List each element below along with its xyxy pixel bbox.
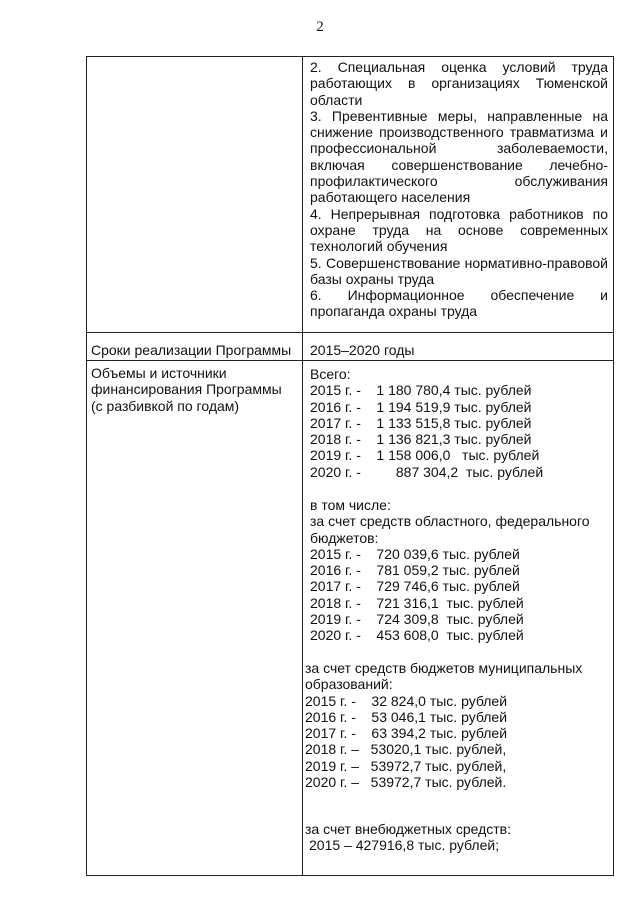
task-item: 4. Непрерывная подготовка работников по охране труда на основе современных технологий обучения — [310, 205, 608, 255]
total-year-line: 2017 г. - 1 133 515,8 тыс. рублей — [310, 414, 532, 431]
municipal-year-line: 2019 г. – 53972,7 тыс. рублей, — [305, 757, 507, 774]
regional-header: за счет средств областного, федерального бюджетов: — [310, 513, 590, 546]
task-item: 5. Совершенствование нормативно-правовой базы охраны труда — [310, 254, 608, 287]
page-number: 2 — [316, 19, 324, 35]
total-year-line: 2018 г. - 1 136 821,3 тыс. рублей — [310, 431, 532, 448]
task-item: 3. Превентивные меры, направленные на снижение производственного травматизма и профессиональной заболеваемости, включая совершенствование лечебно-профилактического обслуживания работающего населения — [310, 107, 608, 206]
total-year-line: 2016 г. - 1 194 519,9 тыс. рублей — [310, 398, 532, 415]
terms-label: Сроки реализации Программы — [91, 342, 292, 358]
tasks-cell — [310, 59, 608, 320]
municipal-year-line: 2018 г. – 53020,1 тыс. рублей, — [305, 741, 507, 758]
funding-label: Объемы и источники финансирования Программы (с разбивкой по годам) — [91, 365, 282, 414]
funding-total-block — [310, 366, 608, 480]
offbudget-block — [305, 821, 605, 854]
including-block — [310, 497, 608, 644]
regional-year-line: 2019 г. - 724 309,8 тыс. рублей — [310, 611, 524, 628]
municipal-block — [305, 660, 605, 790]
total-header: Всего: — [310, 366, 351, 382]
row-divider — [87, 332, 613, 333]
municipal-year-line: 2016 г. - 53 046,1 тыс. рублей — [305, 708, 508, 725]
total-year-line: 2015 г. - 1 180 780,4 тыс. рублей — [310, 382, 532, 399]
task-item: 2. Специальная оценка условий труда работающих в организациях Тюменской области — [310, 59, 608, 108]
offbudget-header: за счет внебюджетных средств: — [305, 821, 511, 837]
regional-year-line: 2016 г. - 781 059,2 тыс. рублей — [310, 562, 520, 579]
column-divider — [302, 57, 303, 875]
row-divider — [87, 360, 613, 361]
total-year-line: 2020 г. - 887 304,2 тыс. рублей — [310, 463, 544, 480]
municipal-year-line: 2017 г. - 63 394,2 тыс. рублей — [305, 725, 508, 742]
municipal-year-line: 2015 г. - 32 824,0 тыс. рублей — [305, 692, 508, 709]
offbudget-year-line: 2015 – 427916,8 тыс. рублей; — [309, 837, 500, 854]
including-header: в том числе: — [310, 497, 391, 513]
program-passport-table — [86, 56, 614, 876]
total-year-line: 2019 г. - 1 158 006,0 тыс. рублей — [310, 447, 540, 464]
regional-year-line: 2020 г. - 453 608,0 тыс. рублей — [310, 627, 524, 644]
regional-year-line: 2018 г. - 721 316,1 тыс. рублей — [310, 594, 524, 611]
municipal-header: за счет средств бюджетов муниципальных образований: — [305, 660, 583, 693]
regional-year-line: 2015 г. - 720 039,6 тыс. рублей — [310, 545, 520, 562]
task-item: 6. Информационное обеспечение и пропаганда охраны труда — [310, 287, 608, 320]
regional-year-line: 2017 г. - 729 746,6 тыс. рублей — [310, 578, 520, 595]
municipal-year-line: 2020 г. – 53972,7 тыс. рублей. — [305, 774, 507, 791]
terms-value: 2015–2020 годы — [310, 342, 415, 358]
